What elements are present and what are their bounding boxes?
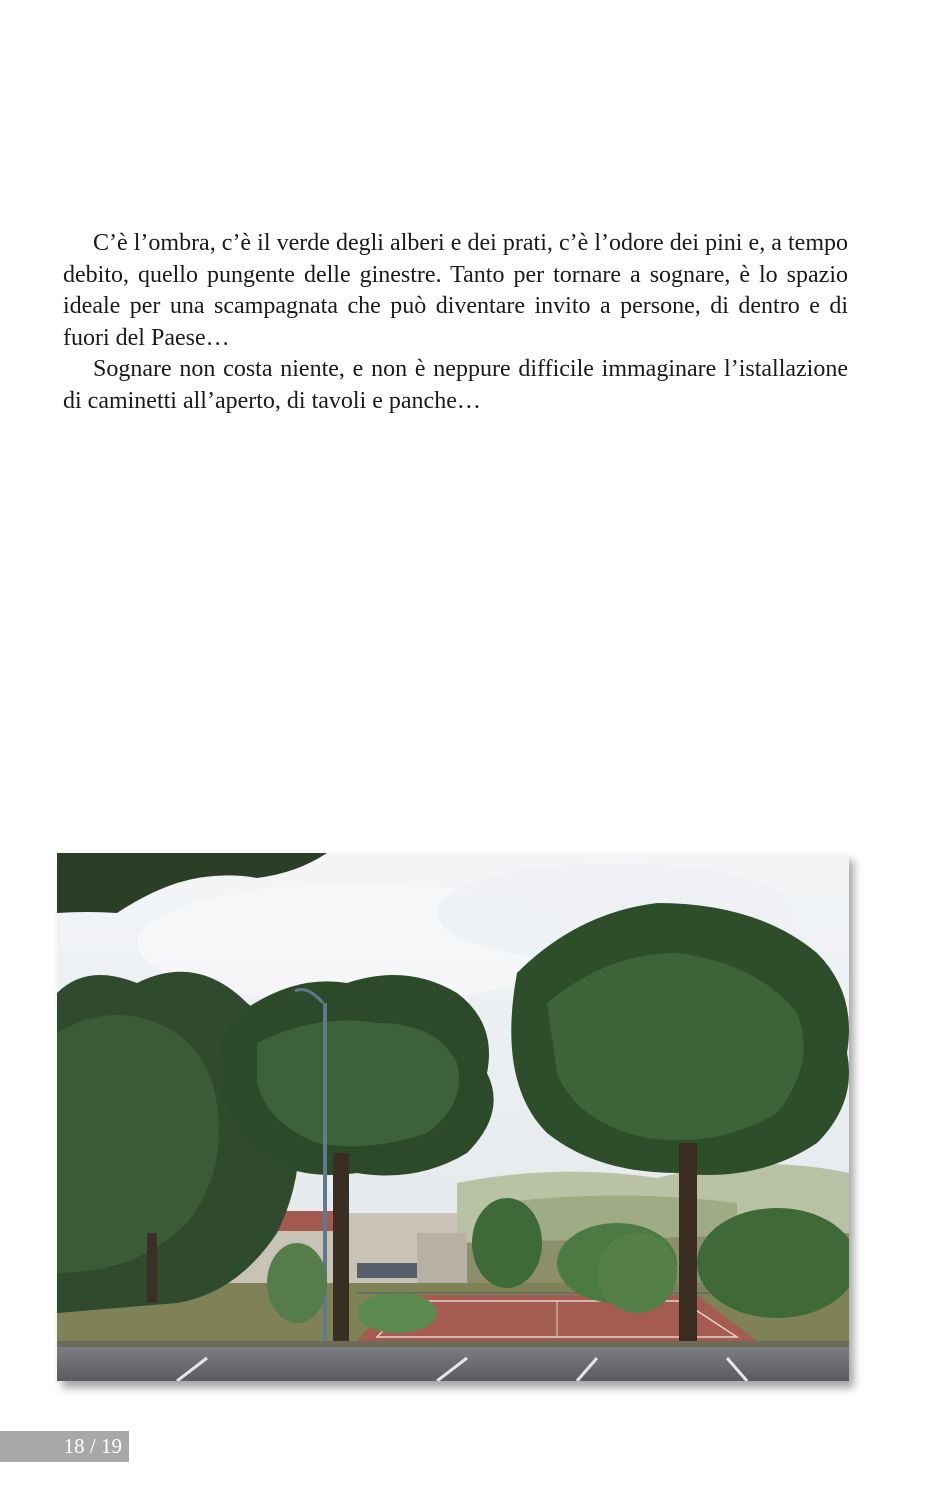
body-text	[63, 228, 848, 417]
paragraph-1: C’è l’ombra, c’è il verde degli alberi e dei prati, c’è l’odore dei pini e, a tempo debito, quello pungente delle ginestre. Tanto per tornare a sognare, è lo spazio ideale per una scampagnata che può diventare invito a persone, di dentro e di fuori del Paese…	[63, 230, 848, 351]
photo-illustration	[57, 853, 849, 1381]
landscape-photo	[57, 853, 849, 1381]
paragraph-2: Sognare non costa niente, e non è neppure difficile immaginare l’istallazione di caminetti all’aperto, di tavoli e panche…	[63, 356, 848, 414]
page-number: 18 / 19	[0, 1431, 129, 1462]
